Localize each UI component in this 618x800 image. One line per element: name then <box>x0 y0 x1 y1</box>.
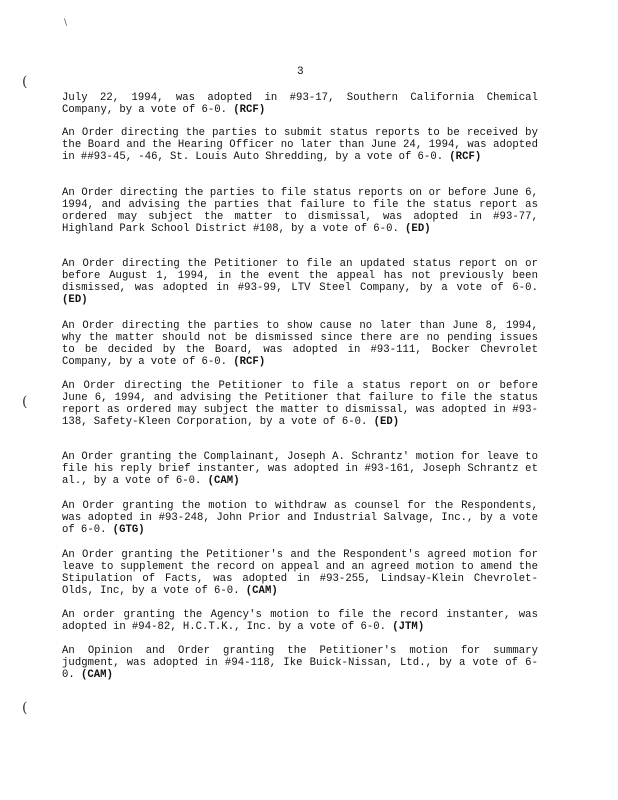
order-paragraph <box>62 92 538 116</box>
order-paragraph <box>62 451 538 487</box>
order-paragraph <box>62 609 538 633</box>
paragraph-text: An Order directing the Petitioner to file a status report on or before June 6, 1994, and advising the Petitioner that failure to file the status report as ordered may subject the matter to dismissal, was adopted in #93-138, Safety-Kleen Corporation, by a vote of 6-0. <box>62 380 538 429</box>
order-paragraph <box>62 320 538 368</box>
paragraph-text: An Order directing the parties to submit status reports to be received by the Board and the Hearing Officer no later than June 24, 1994, was adopted in ##93-45, -46, St. Louis Auto Shredding, by a vote of 6-0. <box>62 127 538 164</box>
paragraph-text: An Order granting the Petitioner's and the Respondent's agreed motion for leave to supplement the record on appeal and an agreed motion to amend the Stipulation of Facts, was adopted in #93-255, Lindsay-Klein Chevrolet-Olds, Inc, by a vote of 6-0. <box>62 549 538 598</box>
paragraph-text: An order granting the Agency's motion to file the record instanter, was adopted in #94-82, H.C.T.K., Inc. by a vote of 6-0. <box>62 609 538 634</box>
commissioner-code: (CAM) <box>207 475 240 488</box>
paragraph-text: An Opinion and Order granting the Petitioner's motion for summary judgment, was adopted in #94-118, Ike Buick-Nissan, Ltd., by a vote of 6-0. <box>62 645 538 682</box>
commissioner-code: (CAM) <box>245 585 278 598</box>
commissioner-code: (GTG) <box>112 524 145 537</box>
margin-mark-bottom: ( <box>22 700 28 716</box>
margin-mark-middle: ( <box>22 394 28 410</box>
order-paragraph <box>62 645 538 681</box>
paragraph-text: An Order granting the motion to withdraw as counsel for the Respondents, was adopted in #93-248, John Prior and Industrial Salvage, Inc., by a vote of 6-0. <box>62 500 538 537</box>
order-paragraph <box>62 127 538 163</box>
commissioner-code: (JTM) <box>392 621 425 634</box>
paragraph-text: An Order directing the parties to show cause no later than June 8, 1994, why the matter should not be dismissed since there are no pending issues to be decided by the Board, was adopted in #93-111, Bocker Chevrolet Company, by a vote of 6-0. <box>62 320 538 369</box>
paragraph-text: An Order directing the parties to file status reports on or before June 6, 1994, and advising the parties that failure to file the status report as ordered may subject the matter to dismissal, was adopted in #93-77, Highland Park School District #108, by a vote of 6-0. <box>62 187 538 236</box>
page-number: 3 <box>297 66 304 78</box>
order-paragraph <box>62 258 538 306</box>
commissioner-code: (ED) <box>373 416 400 429</box>
commissioner-code: (ED) <box>405 223 431 236</box>
margin-mark-top: ( <box>22 74 28 90</box>
order-paragraph <box>62 187 538 235</box>
commissioner-code: (RCF) <box>449 151 482 164</box>
paragraph-text: An Order directing the Petitioner to file an updated status report on or before August 1, 1994, in the event the appeal has not previously been dismissed, was adopted in #93-99, LTV Steel Company, by a vote of 6-0. <box>62 258 538 295</box>
commissioner-code: (CAM) <box>80 669 113 682</box>
order-paragraph <box>62 380 538 428</box>
commissioner-code: (RCF) <box>233 356 266 369</box>
order-paragraph <box>62 500 538 536</box>
paragraph-text: An Order granting the Complainant, Joseph A. Schrantz' motion for leave to file his reply brief instanter, was adopted in #93-161, Joseph Schrantz et al., by a vote of 6-0. <box>62 451 538 488</box>
commissioner-code: (RCF) <box>233 104 266 117</box>
paragraph-text: July 22, 1994, was adopted in #93-17, Southern California Chemical Company, by a vote of 6-0. <box>62 92 538 117</box>
order-paragraph <box>62 549 538 597</box>
scan-tick-top: \ <box>64 18 68 28</box>
commissioner-code: (ED) <box>62 294 88 307</box>
